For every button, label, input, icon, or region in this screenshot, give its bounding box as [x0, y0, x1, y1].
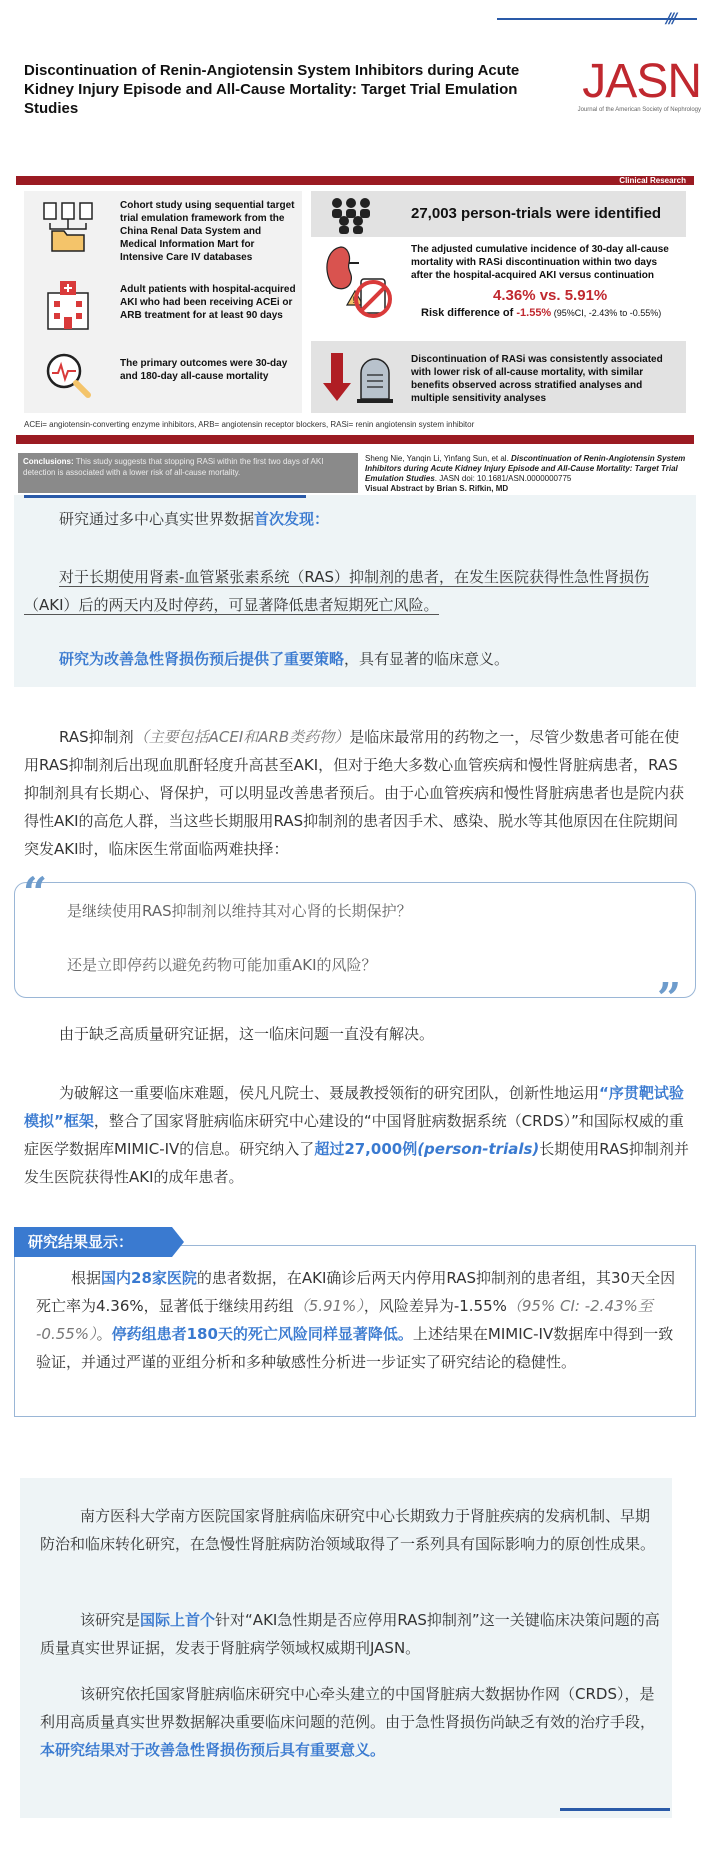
results-italic-1: （5.91%）	[293, 1297, 364, 1315]
method-highlight-framework: “序贯靶试验模拟”框架	[24, 1084, 684, 1130]
incidence-value: 4.36% vs. 5.91%	[493, 287, 608, 304]
rd-ci: (95%CI, -2.43% to -0.55%)	[551, 308, 662, 318]
background-paragraph	[24, 723, 692, 863]
summary-intro-highlight: 首次发现：	[254, 510, 330, 528]
dilemma-question-2: 还是立即停药以避免药物可能加重AKI的风险？	[67, 956, 377, 974]
patients-text: Adult patients with hospital-acquired AKI who had been receiving ACEi or ARB treatment for at least 90 days	[120, 284, 296, 321]
conclusion-box	[18, 453, 358, 493]
method-paragraph	[24, 1079, 692, 1191]
header-red-bar	[16, 176, 694, 185]
visual-abstract[interactable]	[16, 55, 701, 493]
rd-value: -1.55%	[516, 307, 552, 319]
center-p3-highlight: 本研究结果对于改善急性肾损伤预后具有重要意义。	[40, 1741, 386, 1759]
results-post: 上述结果在MIMIC-IV数据库中得到一致验证，并通过严谨的亚组分析和多种敏感性分析进一步证实了研究结论的稳健性。	[36, 1325, 674, 1371]
top-decoration-slashes: ///	[666, 11, 676, 27]
discontinuation-panel	[311, 341, 686, 413]
center-paragraph-2	[40, 1606, 660, 1662]
center-p2-highlight: 国际上首个	[140, 1611, 216, 1629]
abstract-title: Discontinuation of Renin-Angiotensin System Inhibitors during Acute Kidney Injury Episode and All-Cause Mortality: Target Trial Emulation Studies	[24, 62, 520, 117]
center-paragraph-1: 南方医科大学南方医院国家肾脏病临床研究中心长期致力于肾脏疾病的发病机制、早期防治和临床转化研究，在急慢性肾脏病防治领域取得了一系列具有国际影响力的原创性成果。	[40, 1507, 656, 1553]
persons-panel	[311, 191, 686, 237]
people-icon	[327, 193, 387, 235]
jasn-wordmark: JASN	[582, 55, 701, 108]
bottom-decoration-line	[560, 1808, 670, 1811]
results-pre: 根据	[71, 1269, 102, 1287]
rd-label: Risk difference of	[421, 307, 517, 319]
open-quote-icon: “	[23, 868, 48, 917]
results-italic-2: （95% CI: -2.43%至 -0.55%）	[36, 1297, 653, 1343]
results-b: ，风险差异为-1.55%	[363, 1297, 507, 1315]
conclusion-label: Conclusions:	[23, 457, 74, 466]
background-italic: （主要包括ACEI和ARB类药物）	[133, 728, 350, 746]
kidney-no-drug-icon	[321, 243, 401, 333]
patients-row	[24, 271, 302, 341]
outcomes-text: The primary outcomes were 30-day and 180-day all-cause mortality	[120, 358, 288, 382]
footer-red-bar	[16, 435, 694, 444]
discontinuation-text: Discontinuation of RASi was consistently associated with lower risk of all-cause mortality, with similar benefits observed across stratified analyses and multiple sensitivity analyses	[411, 354, 663, 404]
outcomes-row	[24, 341, 302, 411]
dilemma-quote	[14, 868, 696, 1023]
svg-text:!: !	[352, 296, 356, 306]
magnifier-chart-icon	[40, 349, 96, 403]
method-pre: 为破解这一重要临床难题，侯凡凡院士、聂晟教授领衔的研究团队，创新性地运用	[59, 1084, 600, 1102]
cite-title: Discontinuation of Renin-Angiotensin System Inhibitors during Acute Kidney Injury Episode and All-Cause Mortality: Target Trial Emulation Studies	[365, 454, 686, 483]
abbreviations: ACEi= angiotensin-converting enzyme inhibitors, ARB= angiotensin receptor blockers, RASi= renin angiotensin system inhibitor	[24, 420, 475, 429]
dilemma-question-1: 是继续使用RAS抑制剂以维持其对心肾的长期保护？	[67, 902, 412, 920]
results-a: 的患者数据，在AKI确诊后两天内停用RAS抑制剂的患者组，其30天全因死亡率为4.36%，显著低于继续用药组	[36, 1269, 676, 1315]
background-post: 是临床最常用的药物之一，尽管少数患者可能在使用RAS抑制剂后出现血肌酐轻度升高甚至AKI，但对于绝大多数心血管疾病和慢性肾脏病患者，RAS抑制剂具有长期心、肾保护，可以明显改善患者预后。由于心血管疾病和慢性肾脏病患者也是院内获得性AKI的高危人群，当这些长期服用RAS抑制剂的患者因手术、感染、脱水等其他原因在住院期间突发AKI时，临床医生常面临两难抉择：	[24, 728, 685, 858]
close-quote-icon: ”	[657, 974, 682, 1023]
method-italic: (person-trials)	[417, 1140, 540, 1158]
incidence-text: The adjusted cumulative incidence of 30-day all-cause mortality with RASi discontinuation within two days after the hospital-acquired AKI versus continuation	[411, 244, 669, 281]
method-post: 长期使用RAS抑制剂并发生医院获得性AKI的成年患者。	[24, 1140, 689, 1186]
citation	[365, 454, 695, 494]
method-highlight-count: 超过27,000例	[314, 1140, 418, 1158]
cohort-row	[24, 191, 302, 261]
results-highlight-hospitals: 国内28家医院	[101, 1269, 197, 1287]
method-mid: ，整合了国家肾脏病临床研究中心建设的“中国肾脏病数据系统（CRDS）”和国际权威的重症医学数据库MIMIC-IV的信息。研究纳入了	[24, 1112, 684, 1158]
section-label: Clinical Research	[619, 176, 686, 185]
summary-top-line	[24, 495, 306, 498]
center-p2-post: 针对“AKI急性期是否应停用RAS抑制剂”这一关键临床决策问题的高质量真实世界证据，发表于肾脏病学领域权威期刊JASN。	[40, 1611, 660, 1657]
center-p3-pre: 该研究依托国家肾脏病临床研究中心牵头建立的中国肾脏病大数据协作网（CRDS），是利用高质量真实世界数据解决重要临床问题的范例。由于急性肾损伤尚缺乏有效的治疗手段，	[40, 1685, 656, 1731]
center-paragraph-3	[40, 1680, 660, 1764]
results-box	[14, 1245, 696, 1417]
persons-text: 27,003 person-trials were identified	[411, 205, 662, 222]
jasn-logo	[561, 57, 701, 113]
summary-intro-text: 研究通过多中心真实世界数据	[59, 510, 255, 528]
cite-doi: . JASN doi: 10.1681/ASN.0000000775	[434, 474, 572, 483]
conclusion-text: This study suggests that stopping RASi within the first two days of AKI detection is associated with a lower risk of all-cause mortality.	[23, 457, 324, 477]
risk-difference	[421, 307, 661, 319]
unresolved-paragraph: 由于缺乏高质量研究证据，这一临床问题一直没有解决。	[59, 1025, 435, 1043]
summary-box	[14, 495, 696, 687]
jasn-subtitle: Journal of the American Society of Nephrology	[577, 107, 701, 113]
results-text	[36, 1264, 686, 1376]
results-c: 。	[96, 1325, 112, 1343]
summary-finding	[24, 563, 692, 619]
cohort-text: Cohort study using sequential target trial emulation framework from the China Renal Data System and Medical Information Mart for Intensive Care IV databases	[120, 200, 295, 263]
center-p2-pre: 该研究是	[80, 1611, 141, 1629]
hospital-icon	[40, 279, 96, 333]
background-pre: RAS抑制剂	[59, 728, 134, 746]
results-highlight-180: 停药组患者180天的死亡风险同样显著降低。	[111, 1325, 413, 1343]
summary-finding-text: 对于长期使用肾素-血管紧张素系统（RAS）抑制剂的患者，在发生医院获得性急性肾损伤（AKI）后的两天内及时停药，可显著降低患者短期死亡风险。	[24, 568, 650, 614]
incidence-panel	[311, 241, 686, 339]
summary-significance-text: ，具有显著的临床意义。	[344, 650, 510, 668]
down-arrow-tombstone-icon	[321, 349, 401, 405]
database-folder-icon	[40, 199, 96, 253]
center-info-box	[20, 1478, 672, 1818]
results-tag: 研究结果显示：	[14, 1227, 172, 1257]
summary-significance	[59, 645, 509, 673]
cite-authors: Sheng Nie, Yanqin Li, Yinfang Sun, et al.	[365, 454, 512, 463]
summary-intro	[59, 505, 329, 533]
cite-visual: Visual Abstract by Brian S. Rifkin, MD	[365, 484, 509, 493]
summary-significance-highlight: 研究为改善急性肾损伤预后提供了重要策略	[59, 650, 345, 668]
left-panel	[24, 191, 302, 413]
